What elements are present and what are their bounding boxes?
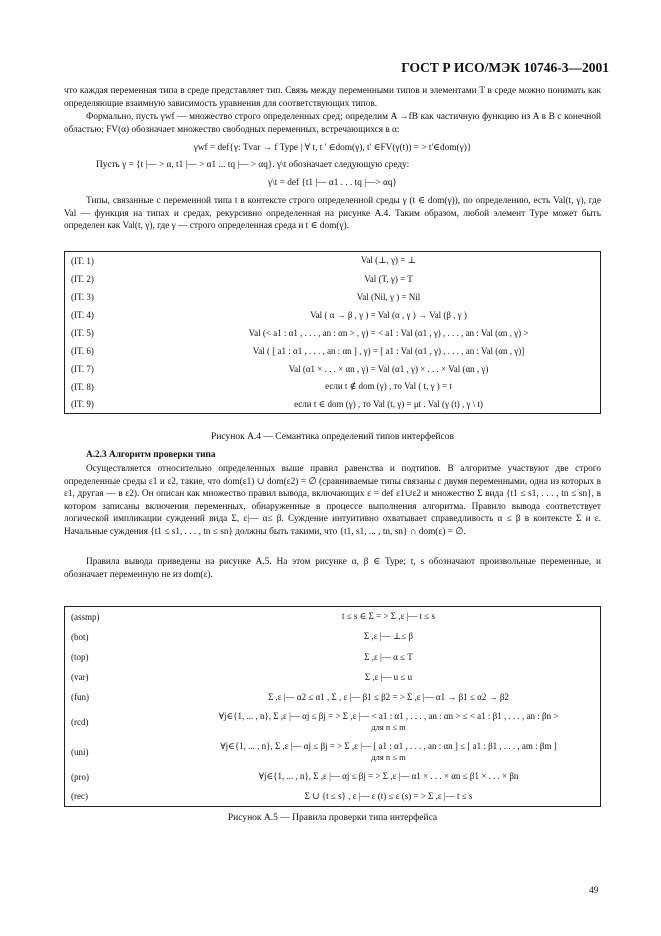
rule-expression-text: Val ( α → β , γ ) = Val (α , γ ) → Val (β , γ ) [310,309,467,320]
rule-expression [177,667,601,687]
rule-expression-text: Val (< a1 : α1 , . . . , an : αn > , γ) = < a1 : Val (α1 , γ) , . . . , an : Val (αn , γ) > [248,327,529,338]
rule-label: (IT. 3) [71,291,94,302]
rule-row [65,288,601,306]
rules-intro-paragraph: Правила вывода приведены на рисунке А.5. На этом рисунке α, β ∈ Type; t, s обозначают произвольные переменные, и обозначает переменную не из dom(ε). [64,557,601,580]
rule-expression-text: Σ ,ε |— α ≤ T [364,651,413,662]
rule-row [65,378,601,396]
rule-label: (top) [71,651,89,662]
rule-expression [177,360,601,378]
rule-expression [177,607,601,627]
rule-expression [177,687,601,707]
rule-row [65,667,601,687]
intro-paragraph: что каждая переменная типа в среде представляет тип. Связь между переменными типов и элементами Т в среде можно понимать как определяющие взаимную зависимость уравнения для соответствующих типов. [64,86,601,109]
rule-condition: для n ≤ m [371,722,406,732]
formula-env-definition: Пусть γ = {t |— > α, t1 |— > α1 ... tq |— > αq}. γ\t обозначает следующую среду: [96,160,410,170]
rule-label: (fun) [71,691,89,702]
rule-expression [177,627,601,647]
rule-expression-text: ∀j∈{1, ... , n}, Σ ,ε |— αj ≤ βj = > Σ ,ε |— α1 × . . . × αn ≤ β1 × . . . × βn [258,771,519,781]
rule-expression [177,288,601,306]
rule-row [65,270,601,288]
rule-row [65,737,601,767]
rule-expression [177,767,601,787]
rule-label: (pro) [71,771,89,782]
rule-expression-text: Val (T, γ) = T [364,273,413,284]
rule-expression [177,252,601,270]
rule-label: (rcd) [71,716,89,727]
rule-row [65,306,601,324]
rule-label: (IT. 5) [71,327,94,338]
rule-label: (bot) [71,631,89,642]
rule-label: (IT. 2) [71,273,94,284]
figure-a4-table [64,251,601,414]
rule-label: (IT. 1) [71,255,94,266]
rule-row [65,324,601,342]
figure-a5-caption: Рисунок А.5 — Правила проверки типа интерфейса [227,813,438,823]
rule-row [65,607,601,627]
formula-wellformed-env: γwf = def{γ: Tvar → f Type | ∀ t, t ' ∈dom(γ), t' ∈FV(γ(t)) = > t'∈dom(γ)} [193,143,472,153]
rule-row [65,360,601,378]
types-paragraph: Типы, связанные с переменной типа t в контексте строго определенной среды γ (t ∈ dom(γ)), по определению, есть Val(t, γ), где Val — функция на типах и средах, рекурсивно определенная на рисунке А.4. Таким образом, любой элемент Type может быть определен как Val(t, γ), где γ — строго определенная среда и t ∈ dom(γ). [64,196,601,231]
rule-expression-text: если t ∉ dom (γ) , то Val ( t, γ ) = t [325,381,452,391]
algorithm-paragraph: Осуществляется относительно определенных выше правил равенства и подтипов. В алгоритме участвуют две строго определенные среды ε1 и ε2, такие, что dom(ε1) ∪ dom(ε2) = ∅ (сравниваемые типы связаны с двумя переменными, одна из которых в ε1, другая — в ε2). Он описан как множество правил вывода, включающих ε = def ε1∪ε2 и множество Σ вида {t1 ≤ s1, . . . , tn ≤ sn}, в котором записаны включения переменных, обнаруженные в процессе выполнения алгоритма. Правило вывода соответствует логической импликации суждений вида Σ, ε|— α≤ β. Суждение интуитивно охватывает справедливость α ≤ β в контексте Σ и ε. Начальные суждения {t1 ≤ s1, . . . , tn ≤ sn} должны быть такими, что {t1, s1, ... , tn, sn} ∩ dom(ε) = ∅. [64,464,601,537]
rule-label: (assmp) [71,611,100,622]
rule-expression-text: Σ ,ε |— ⊥≤ β [363,631,414,641]
rule-expression-text: Val ( [ a1 : α1 , . . . , an : αn ] , γ) = [ a1 : Val (α1 , γ) , . . . , an : Val (αn , γ)] [252,345,525,356]
rule-expression [177,737,601,767]
rule-expression [177,787,601,807]
rule-expression-text: Σ ,ε |— u ≤ u [364,671,413,682]
rule-row [65,396,601,414]
rule-row [65,707,601,737]
rule-expression-text: t ≤ s ∈ Σ = > Σ ,ε |— t ≤ s [341,611,435,622]
rule-label: (uni) [71,746,89,757]
rule-row [65,687,601,707]
rule-expression-text: Val (α1 × . . . × αn , γ) = Val (α1 , γ) × . . . × Val (αn , γ) [288,363,489,374]
rule-label: (IT. 9) [71,399,94,410]
rule-expression [177,378,601,396]
rule-expression [177,342,601,360]
rule-row [65,767,601,787]
rule-row [65,252,601,270]
definition-paragraph: Формально, пусть γwf — множество строго определенных сред; определим A →fB как частичную функцию из A в B с конечной областью; FV(α) обозначает множество свободных переменных, встречающихся в α: [64,112,601,135]
rule-expression-text: Σ ∪ {t ≤ s} , ε |— ε (t) ≤ ε (s) = > Σ ,ε |— t ≤ s [304,790,473,801]
rule-expression [177,647,601,667]
figure-a4-caption: Рисунок А.4 — Семантика определений типов интерфейсов [211,432,454,442]
rule-label: (var) [71,671,89,682]
rule-expression-text: Val (⊥, γ) = ⊥ [360,255,417,266]
rule-condition: для n ≤ m [371,752,406,762]
rule-expression-text: ∀j∈{1, ... , n}, Σ ,ε |— αj ≤ βj = > Σ ,ε |— [ a1 : α1 , . . . , an : αn ] ≤ [ a1 : β1 , . . . , am : βm ] [220,741,557,751]
formula-env-removal: γ\t = def {t1 |— α1 . . . tq |—> αq} [268,178,397,188]
rule-row [65,787,601,807]
rule-label: (rec) [71,791,88,802]
rule-expression-text: Val (Nil, γ ) = Nil [356,291,421,302]
rule-expression [177,396,601,414]
rule-label: (IT. 4) [71,309,94,320]
section-heading: А.2.3 Алгоритм проверки типа [86,450,216,460]
rule-expression [177,270,601,288]
rule-label: (IT. 7) [71,363,94,374]
rule-row [65,627,601,647]
page-number: 49 [589,886,599,896]
rule-expression-text: если t ∈ dom (γ) , то Val (t, γ) = μt . Val (γ (t) , γ \ t) [294,398,483,409]
rule-row [65,647,601,667]
rule-label: (IT. 6) [71,345,94,356]
figure-a5-table [64,606,601,807]
rule-expression-text: Σ ,ε |— α2 ≤ α1 , Σ , ε |— β1 ≤ β2 = > Σ ,ε |— α1 → β1 ≤ α2 → β2 [268,691,509,702]
rule-label: (IT. 8) [71,381,94,392]
rule-row [65,342,601,360]
rule-expression [177,324,601,342]
rule-expression [177,306,601,324]
rule-expression-text: ∀j∈{1, ... , n}, Σ ,ε |— αj ≤ βj = > Σ ,ε |— < a1 : α1 , . . . , an : αn > ≤ < a1 : β1 , . . . , an : βn > [218,711,559,721]
document-header: ГОСТ Р ИСО/МЭК 10746-3—2001 [401,60,609,75]
rule-expression [177,707,601,737]
